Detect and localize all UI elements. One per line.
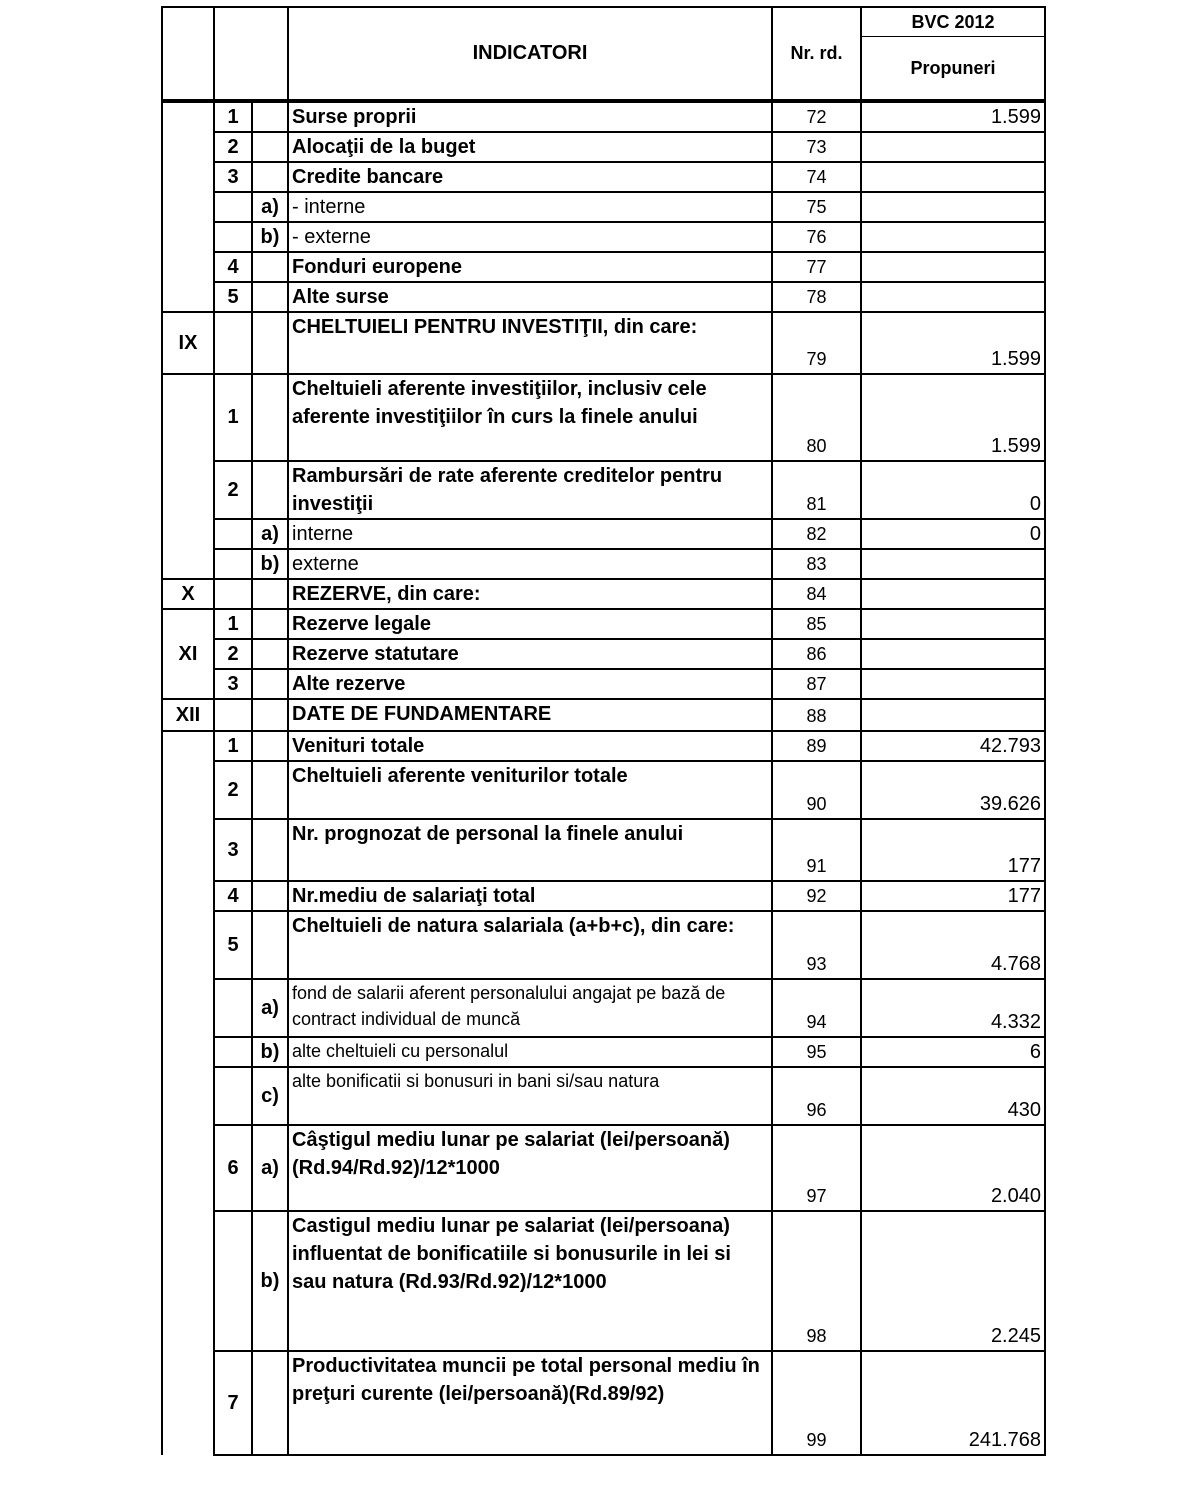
row-code: 82 [772, 519, 861, 549]
row-number-cell [214, 222, 252, 252]
proposal-value [861, 222, 1045, 252]
row-number-cell [214, 312, 252, 374]
row-code: 86 [772, 639, 861, 669]
header-row-number: Nr. rd. [772, 7, 861, 101]
row-code: 96 [772, 1067, 861, 1125]
row-code: 83 [772, 549, 861, 579]
table-row [162, 374, 1045, 461]
indicator-label: Alocaţii de la buget [288, 132, 772, 162]
row-number-cell: 2 [214, 761, 252, 819]
row-code: 76 [772, 222, 861, 252]
proposal-value: 1.599 [861, 312, 1045, 374]
indicator-label: Cheltuieli de natura salariala (a+b+c), din care: [288, 911, 772, 979]
row-letter-cell: a) [252, 1125, 288, 1211]
row-number-cell: 5 [214, 911, 252, 979]
indicator-label: fond de salarii aferent personalului angajat pe bază de contract individual de muncă [288, 979, 772, 1037]
row-letter-cell [252, 881, 288, 911]
row-number-cell [214, 549, 252, 579]
proposal-value: 2.040 [861, 1125, 1045, 1211]
row-number-cell [214, 979, 252, 1037]
indicator-label: - interne [288, 192, 772, 222]
table-row [162, 609, 1045, 639]
table-row [162, 222, 1045, 252]
row-code: 74 [772, 162, 861, 192]
row-number-cell: 2 [214, 461, 252, 519]
roman-cell [162, 101, 214, 312]
proposal-value [861, 162, 1045, 192]
row-letter-cell: b) [252, 549, 288, 579]
table-row [162, 639, 1045, 669]
proposal-value: 0 [861, 519, 1045, 549]
row-code: 94 [772, 979, 861, 1037]
row-letter-cell [252, 699, 288, 731]
roman-cell: IX [162, 312, 214, 374]
indicator-label: Alte rezerve [288, 669, 772, 699]
table-row [162, 101, 1045, 132]
table-row [162, 1125, 1045, 1211]
indicator-label: interne [288, 519, 772, 549]
row-code: 80 [772, 374, 861, 461]
indicator-label: DATE DE FUNDAMENTARE [288, 699, 772, 731]
roman-cell: XII [162, 699, 214, 731]
row-code: 79 [772, 312, 861, 374]
table-row [162, 162, 1045, 192]
row-letter-cell [252, 461, 288, 519]
proposal-value: 1.599 [861, 101, 1045, 132]
proposal-value [861, 252, 1045, 282]
row-letter-cell [252, 819, 288, 881]
indicator-label: REZERVE, din care: [288, 579, 772, 609]
table-row [162, 1037, 1045, 1067]
proposal-value: 430 [861, 1067, 1045, 1125]
proposal-value: 241.768 [861, 1351, 1045, 1455]
row-number-cell [214, 192, 252, 222]
row-code: 97 [772, 1125, 861, 1211]
row-code: 90 [772, 761, 861, 819]
row-number-cell: 4 [214, 252, 252, 282]
indicator-label: alte cheltuieli cu personalul [288, 1037, 772, 1067]
table-row [162, 669, 1045, 699]
row-letter-cell [252, 731, 288, 761]
table-row [162, 579, 1045, 609]
row-number-cell: 2 [214, 639, 252, 669]
row-code: 81 [772, 461, 861, 519]
row-number-cell: 7 [214, 1351, 252, 1455]
row-letter-cell [252, 579, 288, 609]
row-number-cell: 3 [214, 669, 252, 699]
row-number-cell: 1 [214, 731, 252, 761]
proposal-value [861, 549, 1045, 579]
header-proposals: Propuneri [861, 37, 1045, 101]
row-number-cell: 3 [214, 819, 252, 881]
table-row [162, 519, 1045, 549]
row-code: 77 [772, 252, 861, 282]
proposal-value [861, 699, 1045, 731]
row-number-cell [214, 699, 252, 731]
header-blank-cell-2 [214, 7, 288, 101]
indicator-label: Castigul mediu lunar pe salariat (lei/persoana) influentat de bonificatiile si bonusurile in lei si sau natura (Rd.93/Rd.92)/12*1000 [288, 1211, 772, 1351]
table-row [162, 1351, 1045, 1455]
row-letter-cell: b) [252, 1211, 288, 1351]
indicator-label: Credite bancare [288, 162, 772, 192]
table-row [162, 549, 1045, 579]
proposal-value: 1.599 [861, 374, 1045, 461]
indicator-label: Cheltuieli aferente investiţiilor, inclusiv cele aferente investiţiilor în curs la finele anului [288, 374, 772, 461]
table-row [162, 761, 1045, 819]
table-row [162, 1067, 1045, 1125]
row-number-cell: 4 [214, 881, 252, 911]
row-code: 84 [772, 579, 861, 609]
table-row [162, 731, 1045, 761]
budget-table [161, 6, 1046, 1456]
indicator-label: alte bonificatii si bonusuri in bani si/sau natura [288, 1067, 772, 1125]
roman-cell [162, 731, 214, 1455]
row-letter-cell [252, 1351, 288, 1455]
row-letter-cell: a) [252, 979, 288, 1037]
indicator-label: Rezerve statutare [288, 639, 772, 669]
proposal-value [861, 282, 1045, 312]
table-row [162, 979, 1045, 1037]
row-code: 91 [772, 819, 861, 881]
table-row [162, 132, 1045, 162]
table-row [162, 881, 1045, 911]
row-letter-cell: a) [252, 519, 288, 549]
proposal-value: 0 [861, 461, 1045, 519]
table-row [162, 252, 1045, 282]
indicator-label: Cheltuieli aferente veniturilor totale [288, 761, 772, 819]
proposal-value [861, 132, 1045, 162]
indicator-label: Nr. prognozat de personal la finele anului [288, 819, 772, 881]
proposal-value: 177 [861, 819, 1045, 881]
row-number-cell: 3 [214, 162, 252, 192]
proposal-value: 177 [861, 881, 1045, 911]
roman-cell: XI [162, 609, 214, 699]
row-code: 92 [772, 881, 861, 911]
row-code: 99 [772, 1351, 861, 1455]
row-number-cell: 1 [214, 374, 252, 461]
row-number-cell: 6 [214, 1125, 252, 1211]
proposal-value: 2.245 [861, 1211, 1045, 1351]
roman-cell [162, 374, 214, 579]
row-code: 75 [772, 192, 861, 222]
row-code: 72 [772, 101, 861, 132]
row-number-cell [214, 1037, 252, 1067]
row-number-cell: 2 [214, 132, 252, 162]
row-letter-cell [252, 252, 288, 282]
row-code: 88 [772, 699, 861, 731]
table-row [162, 192, 1045, 222]
row-letter-cell [252, 639, 288, 669]
proposal-value: 4.768 [861, 911, 1045, 979]
table-row [162, 1211, 1045, 1351]
row-letter-cell: b) [252, 222, 288, 252]
table-row [162, 699, 1045, 731]
indicator-label: Nr.mediu de salariaţi total [288, 881, 772, 911]
row-code: 87 [772, 669, 861, 699]
roman-cell: X [162, 579, 214, 609]
row-code: 98 [772, 1211, 861, 1351]
indicator-label: Productivitatea muncii pe total personal mediu în preţuri curente (lei/persoană)(Rd.89/92) [288, 1351, 772, 1455]
row-number-cell [214, 519, 252, 549]
budget-sheet [161, 6, 1046, 1456]
table-row [162, 911, 1045, 979]
row-number-cell: 5 [214, 282, 252, 312]
row-letter-cell: c) [252, 1067, 288, 1125]
indicator-label: Venituri totale [288, 731, 772, 761]
proposal-value: 42.793 [861, 731, 1045, 761]
row-letter-cell [252, 374, 288, 461]
row-letter-cell [252, 761, 288, 819]
proposal-value: 39.626 [861, 761, 1045, 819]
table-row [162, 819, 1045, 881]
row-number-cell: 1 [214, 101, 252, 132]
indicator-label: Alte surse [288, 282, 772, 312]
row-letter-cell [252, 101, 288, 132]
proposal-value [861, 579, 1045, 609]
proposal-value [861, 192, 1045, 222]
header-indicators: INDICATORI [288, 7, 772, 101]
proposal-value [861, 609, 1045, 639]
table-row [162, 282, 1045, 312]
row-number-cell: 1 [214, 609, 252, 639]
proposal-value: 6 [861, 1037, 1045, 1067]
table-row [162, 461, 1045, 519]
table-row [162, 312, 1045, 374]
row-letter-cell: a) [252, 192, 288, 222]
row-letter-cell [252, 911, 288, 979]
row-letter-cell [252, 282, 288, 312]
proposal-value [861, 639, 1045, 669]
row-code: 89 [772, 731, 861, 761]
row-number-cell [214, 1067, 252, 1125]
indicator-label: Rambursări de rate aferente creditelor pentru investiţii [288, 461, 772, 519]
row-number-cell [214, 579, 252, 609]
indicator-label: - externe [288, 222, 772, 252]
header-blank-cell [162, 7, 214, 101]
row-code: 73 [772, 132, 861, 162]
row-letter-cell [252, 312, 288, 374]
row-number-cell [214, 1211, 252, 1351]
row-letter-cell [252, 609, 288, 639]
header-row-top [162, 7, 1045, 37]
row-code: 85 [772, 609, 861, 639]
row-code: 93 [772, 911, 861, 979]
proposal-value [861, 669, 1045, 699]
indicator-label: externe [288, 549, 772, 579]
indicator-label: Câştigul mediu lunar pe salariat (lei/persoană) (Rd.94/Rd.92)/12*1000 [288, 1125, 772, 1211]
row-code: 78 [772, 282, 861, 312]
row-letter-cell [252, 162, 288, 192]
row-code: 95 [772, 1037, 861, 1067]
indicator-label: Rezerve legale [288, 609, 772, 639]
proposal-value: 4.332 [861, 979, 1045, 1037]
row-letter-cell [252, 669, 288, 699]
header-bvc-2012: BVC 2012 [861, 7, 1045, 37]
indicator-label: Surse proprii [288, 101, 772, 132]
indicator-label: Fonduri europene [288, 252, 772, 282]
row-letter-cell: b) [252, 1037, 288, 1067]
indicator-label: CHELTUIELI PENTRU INVESTIŢII, din care: [288, 312, 772, 374]
row-letter-cell [252, 132, 288, 162]
